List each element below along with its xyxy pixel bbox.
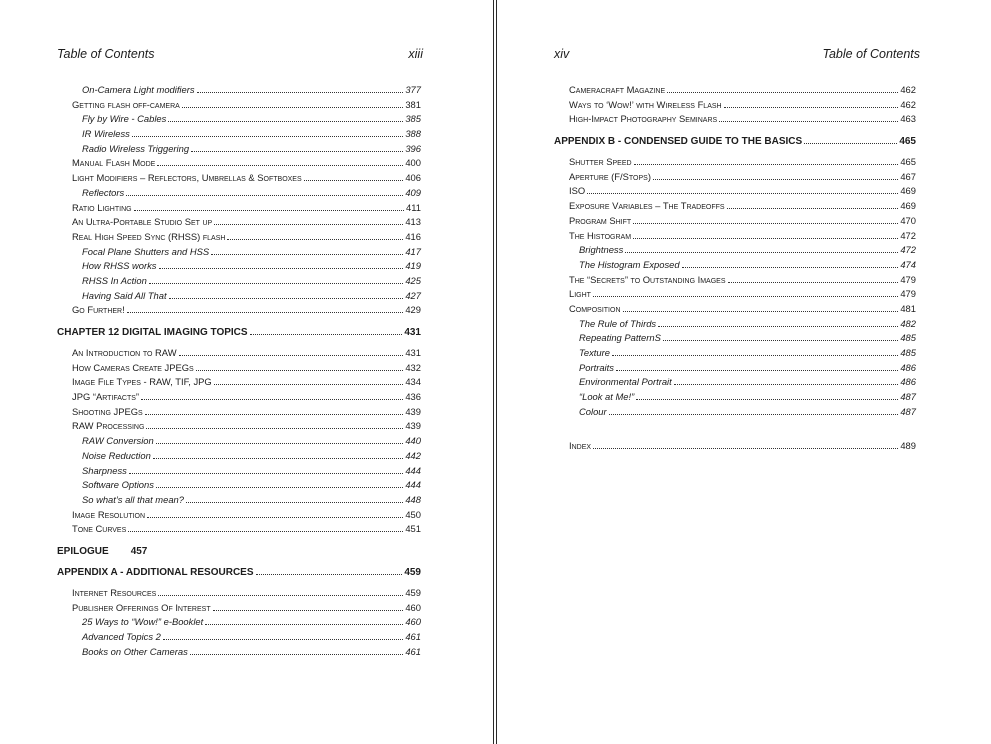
toc-entry[interactable] [57,215,421,230]
toc-entry-title: Image File Types - RAW, TIF, JPG [72,376,212,388]
toc-list-right [554,83,916,454]
toc-entry[interactable] [57,245,421,260]
toc-entry-page: 465 [900,156,916,168]
dot-leader [134,210,404,211]
toc-entry-page: 485 [900,332,916,344]
toc-entry[interactable] [57,361,421,376]
dot-leader [250,334,403,335]
dot-leader [163,639,403,640]
toc-entry-page: 377 [405,84,421,95]
dot-leader [658,326,898,327]
toc-entry[interactable] [57,289,421,304]
toc-entry[interactable] [57,586,421,601]
toc-entry-page: 451 [405,523,421,535]
dot-leader [612,355,898,356]
dot-leader [593,296,898,297]
dot-leader [227,239,403,240]
toc-entry-page: 413 [405,216,421,228]
dot-leader [127,312,404,313]
dot-leader [141,399,403,400]
dot-leader [158,595,403,596]
toc-entry-page: 431 [405,347,421,358]
toc-entry-page: 450 [405,508,421,520]
toc-entry-page: 461 [405,631,421,642]
toc-entry-page: 406 [405,172,421,184]
dot-leader [625,252,898,253]
dot-leader [153,458,404,459]
toc-entry[interactable] [554,375,916,390]
dot-leader [653,179,898,180]
toc-entry-page: 439 [405,405,421,417]
toc-entry-title: Having Said All That [82,289,167,301]
dot-leader [609,414,899,415]
toc-entry[interactable] [57,127,421,142]
toc-entry-page: 487 [900,391,916,403]
dot-leader [214,224,403,225]
toc-list-left [57,83,421,659]
toc-entry[interactable] [554,405,916,420]
toc-entry[interactable] [554,302,916,317]
toc-entry-page: 381 [405,98,421,110]
dot-leader [667,92,898,93]
toc-entry-title: Focal Plane Shutters and HSS [82,245,210,257]
toc-entry[interactable] [57,303,421,318]
toc-entry-title: Brightness [579,244,624,256]
toc-entry-title: ISO [569,185,586,197]
toc-entry-page: 432 [405,361,421,373]
header-page-number: xiv [554,47,570,61]
toc-entry[interactable] [554,287,916,302]
toc-entry[interactable] [554,155,916,170]
toc-entry[interactable] [554,361,916,376]
toc-entry[interactable] [57,259,421,274]
toc-entry-page: 462 [900,98,916,110]
toc-entry-page: 448 [405,493,421,505]
toc-entry-title: RAW Conversion [82,435,154,447]
toc-entry-page: 463 [900,113,916,125]
toc-entry-page: 425 [405,274,421,286]
toc-entry[interactable] [57,522,421,537]
toc-entry[interactable] [554,317,916,332]
dot-leader [205,624,403,625]
dot-leader [724,107,899,108]
toc-entry-page: 474 [900,258,916,270]
dot-leader [156,487,403,488]
header-page-number: xiii [408,47,423,61]
toc-entry-title: Tone Curves [72,523,127,535]
toc-entry-title: Noise Reduction [82,449,151,461]
dot-leader [149,283,404,284]
toc-entry-title: Light [569,288,591,300]
toc-entry-title: Sharpness [82,464,127,476]
dot-leader [128,531,403,532]
dot-leader [719,121,898,122]
toc-entry-page: 470 [900,214,916,226]
toc-entry-title: Shooting JPEGs [72,405,143,417]
toc-entry[interactable] [554,243,916,258]
toc-entry-page: 429 [405,304,421,316]
toc-entry-page: 485 [900,347,916,358]
dot-leader [214,384,404,385]
toc-entry-title: IR Wireless [82,128,130,140]
toc-entry[interactable] [554,273,916,288]
toc-entry-page: 486 [900,376,916,388]
toc-entry-title: An Introduction to RAW [72,347,177,358]
toc-entry-title: RAW Processing [72,420,145,432]
toc-entry-page: 472 [900,229,916,241]
toc-entry-page: 411 [406,201,421,213]
toc-entry-page: 417 [405,245,421,257]
toc-entry[interactable] [57,346,421,361]
dot-leader [186,502,403,503]
toc-entry[interactable] [57,478,421,493]
toc-entry-title: Advanced Topics 2 [82,631,161,642]
running-header-right [554,47,920,61]
dot-leader [211,254,403,255]
dot-leader [169,298,404,299]
toc-entry-title: Real High Speed Sync (RHSS) flash [72,230,226,242]
toc-entry-title: The Rule of Thirds [579,317,657,329]
toc-entry-page: 469 [900,185,916,197]
dot-leader [168,121,403,122]
dot-leader [213,610,404,611]
toc-entry-page: 442 [405,449,421,461]
dot-leader [132,136,404,137]
toc-entry[interactable] [57,493,421,508]
toc-entry-title: 25 Ways to “Wow!” e-Booklet [82,616,204,628]
dot-leader [633,238,898,239]
toc-entry-title: Reflectors [82,186,125,198]
left-page [0,0,494,744]
toc-entry-page: 472 [900,244,916,256]
toc-entry-title: So what’s all that mean? [82,493,184,505]
toc-entry-title: Ratio Lighting [72,201,132,213]
running-header-left [57,47,423,61]
toc-entry-title: Shutter Speed [569,156,632,168]
toc-entry-title: How RHSS works [82,260,157,272]
toc-entry[interactable] [554,229,916,244]
toc-entry-page: 479 [900,288,916,300]
toc-entry-page: 440 [405,435,421,447]
toc-entry-page: 434 [405,376,421,388]
toc-entry[interactable] [57,171,421,186]
toc-entry[interactable] [57,112,421,127]
toc-entry-page: 436 [405,391,421,403]
toc-entry-title: High-Impact Photography Seminars [569,113,718,125]
dot-leader [727,208,899,209]
toc-entry[interactable] [57,156,421,171]
toc-entry-title: The Histogram Exposed [579,258,680,270]
dot-leader [728,282,899,283]
toc-entry[interactable] [554,98,916,113]
toc-chapter-12[interactable]: CHAPTER 12 DIGITAL IMAGING TOPICS 431 [57,327,421,338]
toc-entry[interactable] [554,346,916,361]
toc-entry-page: 459 [405,586,421,598]
toc-entry[interactable] [57,508,421,523]
toc-entry-title: Fly by Wire - Cables [82,113,167,125]
toc-entry-page: 416 [405,230,421,242]
toc-entry-page: 467 [900,170,916,182]
toc-entry-title: RHSS In Action [82,274,147,286]
toc-entry-title: Internet Resources [72,586,157,598]
toc-entry[interactable] [554,331,916,346]
toc-entry[interactable] [57,142,421,157]
toc-entry[interactable] [57,186,421,201]
dot-leader [636,399,898,400]
toc-entry-title: Composition [569,302,621,314]
toc-entry-page: 400 [405,157,421,169]
toc-entry-page: 469 [900,200,916,212]
toc-entry[interactable] [57,645,421,660]
dot-leader [633,223,898,224]
toc-entry-page: 481 [900,302,916,314]
dot-leader [256,574,403,575]
dot-leader [804,143,897,144]
dot-leader [182,107,404,108]
toc-entry-title: On-Camera Light modifiers [82,84,195,95]
dot-leader [145,414,404,415]
header-title: Table of Contents [822,47,920,61]
toc-entry[interactable] [57,201,421,216]
toc-entry-page: 462 [900,84,916,95]
toc-entry-page: 419 [405,260,421,272]
toc-entry-page: 444 [405,479,421,491]
toc-entry-title: Software Options [82,479,154,491]
toc-entry-page: 461 [405,645,421,657]
toc-entry-title: Exposure Variables – The Tradeoffs [569,200,725,212]
toc-entry[interactable] [57,630,421,645]
toc-entry[interactable] [57,83,421,98]
dot-leader [191,151,403,152]
toc-entry[interactable] [554,258,916,273]
dot-leader [196,370,404,371]
dot-leader [587,193,898,194]
dot-leader [147,517,403,518]
toc-entry[interactable] [57,390,421,405]
dot-leader [190,654,404,655]
toc-entry-title: The Histogram [569,229,632,241]
toc-entry-title: Portraits [579,361,614,373]
right-page [496,0,991,744]
toc-entry-page: 460 [405,616,421,628]
dot-leader [146,428,403,429]
header-title: Table of Contents [57,47,155,61]
toc-entry-title: Program Shift [569,214,632,226]
toc-entry-page: 486 [900,361,916,373]
toc-entry[interactable] [57,274,421,289]
toc-entry-page: 460 [405,601,421,613]
toc-entry-title: Manual Flash Mode [72,157,156,169]
toc-entry-title: Repeating PatternS [579,332,661,344]
toc-entry[interactable] [57,419,421,434]
toc-appendix-a[interactable]: APPENDIX A - ADDITIONAL RESOURCES 459 [57,566,421,578]
toc-entry-page: 427 [405,289,421,301]
toc-entry[interactable] [57,230,421,245]
toc-entry[interactable] [57,434,421,449]
toc-entry-page: 409 [405,186,421,198]
toc-entry-title: An Ultra-Portable Studio Set up [72,216,213,228]
toc-entry-title: Ways to ‘Wow!’ with Wireless Flash [569,98,722,110]
toc-entry[interactable] [57,615,421,630]
dot-leader [156,443,404,444]
dot-leader [157,165,403,166]
toc-entry[interactable] [57,98,421,113]
toc-entry-title: JPG “Artifacts” [72,391,140,403]
dot-leader [159,268,404,269]
toc-entry-page: 396 [405,142,421,154]
toc-entry-title: Image Resolution [72,508,146,520]
toc-entry-page: 444 [405,464,421,476]
dot-leader [129,473,404,474]
toc-entry-title: Getting flash off-camera [72,98,180,110]
toc-entry-title: “Look at Me!” [579,391,635,403]
toc-entry-title: Books on Other Cameras [82,645,188,657]
dot-leader [663,340,899,341]
dot-leader [623,311,899,312]
toc-entry-page: 439 [405,420,421,432]
toc-entry-title: Go Further! [72,304,125,316]
toc-entry[interactable] [57,375,421,390]
toc-entry[interactable] [554,112,916,127]
toc-entry[interactable] [554,390,916,405]
dot-leader [682,267,899,268]
toc-entry[interactable] [554,170,916,185]
toc-entry[interactable] [57,449,421,464]
toc-entry[interactable] [554,184,916,199]
toc-entry-title: Publisher Offerings Of Interest [72,601,211,613]
toc-entry-index[interactable]: Index 489 [569,440,916,452]
toc-entry[interactable] [57,601,421,616]
dot-leader [634,164,899,165]
toc-entry[interactable] [554,214,916,229]
toc-appendix-b[interactable]: APPENDIX B - CONDENSED GUIDE TO THE BASICS 465 [554,136,916,148]
dot-leader [179,355,404,356]
dot-leader [126,195,403,196]
toc-entry-title: Light Modifiers – Reflectors, Umbrellas & Softboxes [72,172,302,184]
dot-leader [616,370,898,371]
toc-entry[interactable] [554,83,916,98]
toc-entry-page: 479 [900,273,916,285]
toc-entry-title: How Cameras Create JPEGs [72,361,194,373]
toc-entry[interactable] [57,405,421,420]
toc-epilogue[interactable]: EPILOGUE 457 [57,545,148,557]
toc-entry[interactable] [57,464,421,479]
toc-entry-page: 482 [900,317,916,329]
toc-entry-page: 487 [900,405,916,417]
toc-entry-title: Environmental Portrait [579,376,672,388]
toc-entry-title: Colour [579,405,607,417]
toc-entry-title: Aperture (F/Stops) [569,170,651,182]
dot-leader [674,384,899,385]
toc-entry-title: Radio Wireless Triggering [82,142,190,154]
dot-leader [304,180,404,181]
toc-entry-page: 385 [405,113,421,125]
toc-entry[interactable] [554,199,916,214]
toc-entry-title: Cameracraft Magazine [569,84,666,95]
toc-entry-title: Texture [579,347,610,358]
dot-leader [593,448,898,449]
toc-entry-title: The “Secrets” to Outstanding Images [569,273,726,285]
toc-entry-page: 388 [405,128,421,140]
dot-leader [197,92,404,93]
